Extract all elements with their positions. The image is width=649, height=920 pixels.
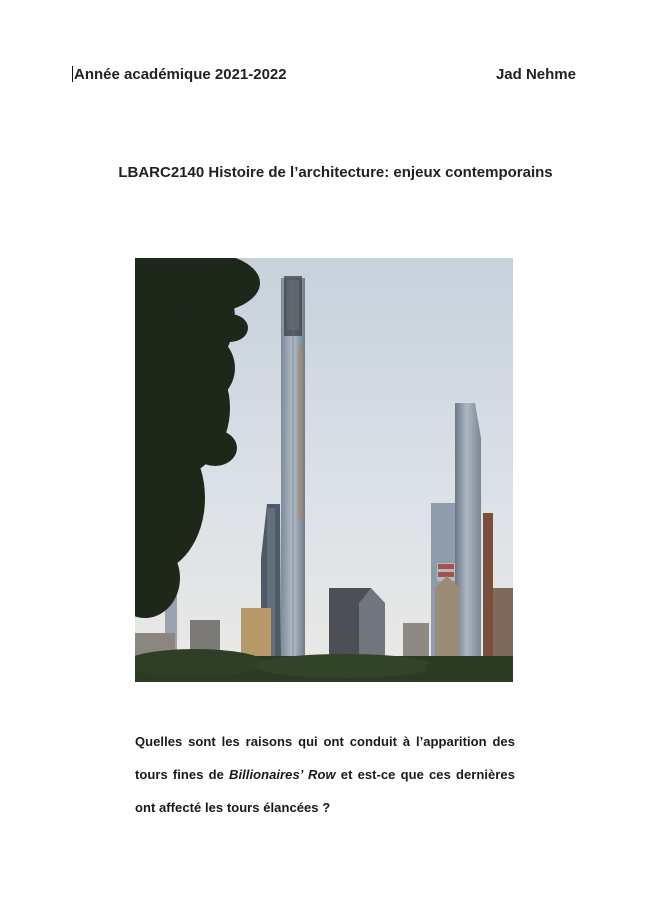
author-name: Jad Nehme xyxy=(495,66,576,83)
supertall-tower xyxy=(281,276,305,658)
research-question xyxy=(135,725,515,824)
question-line-3: ont affecté les tours élancées ? xyxy=(135,800,331,815)
page-header xyxy=(72,66,576,83)
billionaires-row-term: Billionaires’ Row xyxy=(229,767,336,782)
question-line-1: Quelles sont les raisons qui ont conduit à l’apparition des xyxy=(135,734,515,749)
question-line-2: tours fines de Billionaires’ Row et est-ce que ces dernières xyxy=(135,767,515,782)
academic-year: Année académique 2021-2022 xyxy=(74,66,287,83)
text-cursor xyxy=(72,66,73,82)
skyline-photo xyxy=(135,258,513,682)
course-title: LBARC2140 Histoire de l’architecture: enjeux contemporains xyxy=(118,164,553,181)
